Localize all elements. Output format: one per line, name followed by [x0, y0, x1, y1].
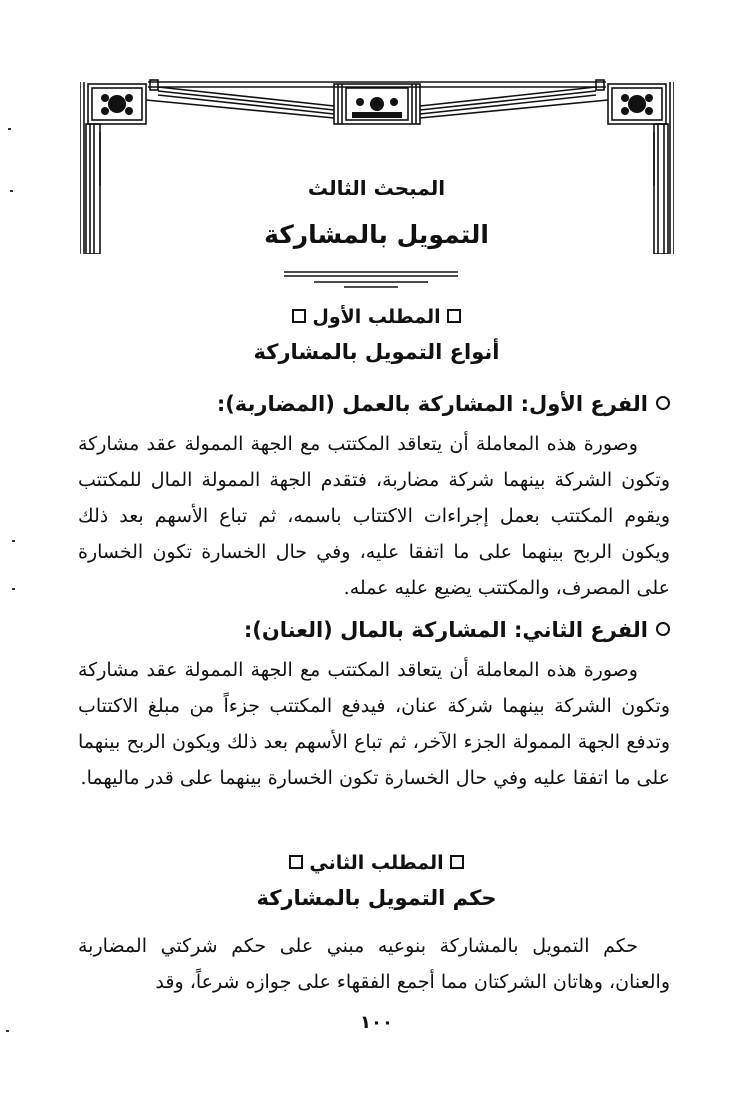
matlab-1-label-text: المطلب الأول: [312, 306, 441, 328]
branch-2-heading-text: الفرع الثاني: المشاركة بالمال (العنان):: [243, 618, 648, 642]
matlab-1-title: أنواع التمويل بالمشاركة: [253, 340, 500, 364]
branch-1-heading: [70, 392, 670, 416]
square-marker-icon: [450, 855, 464, 869]
square-marker-icon: [447, 309, 461, 323]
branch-1-paragraph-text: وصورة هذه المعاملة أن يتعاقد المكتتب مع الجهة الممولة عقد مشاركة وتكون الشركة بينهما شركة مضاربة، فتقدم الجهة الممولة المال للمكتتب ويقوم المكتتب بعمل إجراءات الاكتتاب باسمه، ثم تباع الأسهم بعد ذلك ويكون الربح بينهما على ما اتفقا عليه، وفي حال الخسارة تكون الخسارة على المصرف، والمكتتب يضيع عليه عمله.: [78, 433, 670, 599]
section-title: التمويل بالمشاركة: [264, 220, 489, 249]
matlab-2-label-text: المطلب الثاني: [309, 852, 444, 874]
scan-speck: [6, 1030, 9, 1032]
section-label: المبحث الثالث: [307, 176, 446, 200]
matlab-2-title: حكم التمويل بالمشاركة: [256, 886, 497, 910]
matlab-1-label: [0, 306, 753, 328]
branch-2-heading: [70, 618, 670, 642]
scan-speck: [8, 128, 11, 130]
closing-paragraph-text: حكم التمويل بالمشاركة بنوعيه مبني على حكم شركتي المضاربة والعنان، وهاتان الشركتان مما أجمع الفقهاء على جوازه شرعاً، وقد: [78, 935, 670, 993]
scan-speck: [12, 588, 15, 590]
matlab-2-label: [0, 852, 753, 874]
title-separator: [284, 268, 458, 290]
branch-2-paragraph: [78, 652, 670, 796]
scan-speck: [10, 190, 13, 192]
branch-2-paragraph-text: وصورة هذه المعاملة أن يتعاقد المكتتب مع الجهة الممولة عقد مشاركة وتكون الشركة بينهما شركة عنان، فيدفع المكتتب جزءاً من مبلغ الاكتتاب وتدفع الجهة الممولة الجزء الآخر، ثم تباع الأسهم بعد ذلك ويكون الربح بينهما على ما اتفقا عليه وفي حال الخسارة تكون الخسارة بينهما على قدر ماليهما.: [78, 659, 670, 789]
square-marker-icon: [292, 309, 306, 323]
branch-1-paragraph: [78, 426, 670, 606]
circle-bullet-icon: [656, 396, 670, 410]
branch-1-heading-text: الفرع الأول: المشاركة بالعمل (المضاربة):: [216, 392, 648, 416]
page-number: ١٠٠: [360, 1012, 393, 1033]
scan-speck: [12, 540, 15, 542]
closing-paragraph: [78, 928, 670, 1000]
square-marker-icon: [289, 855, 303, 869]
circle-bullet-icon: [656, 622, 670, 636]
